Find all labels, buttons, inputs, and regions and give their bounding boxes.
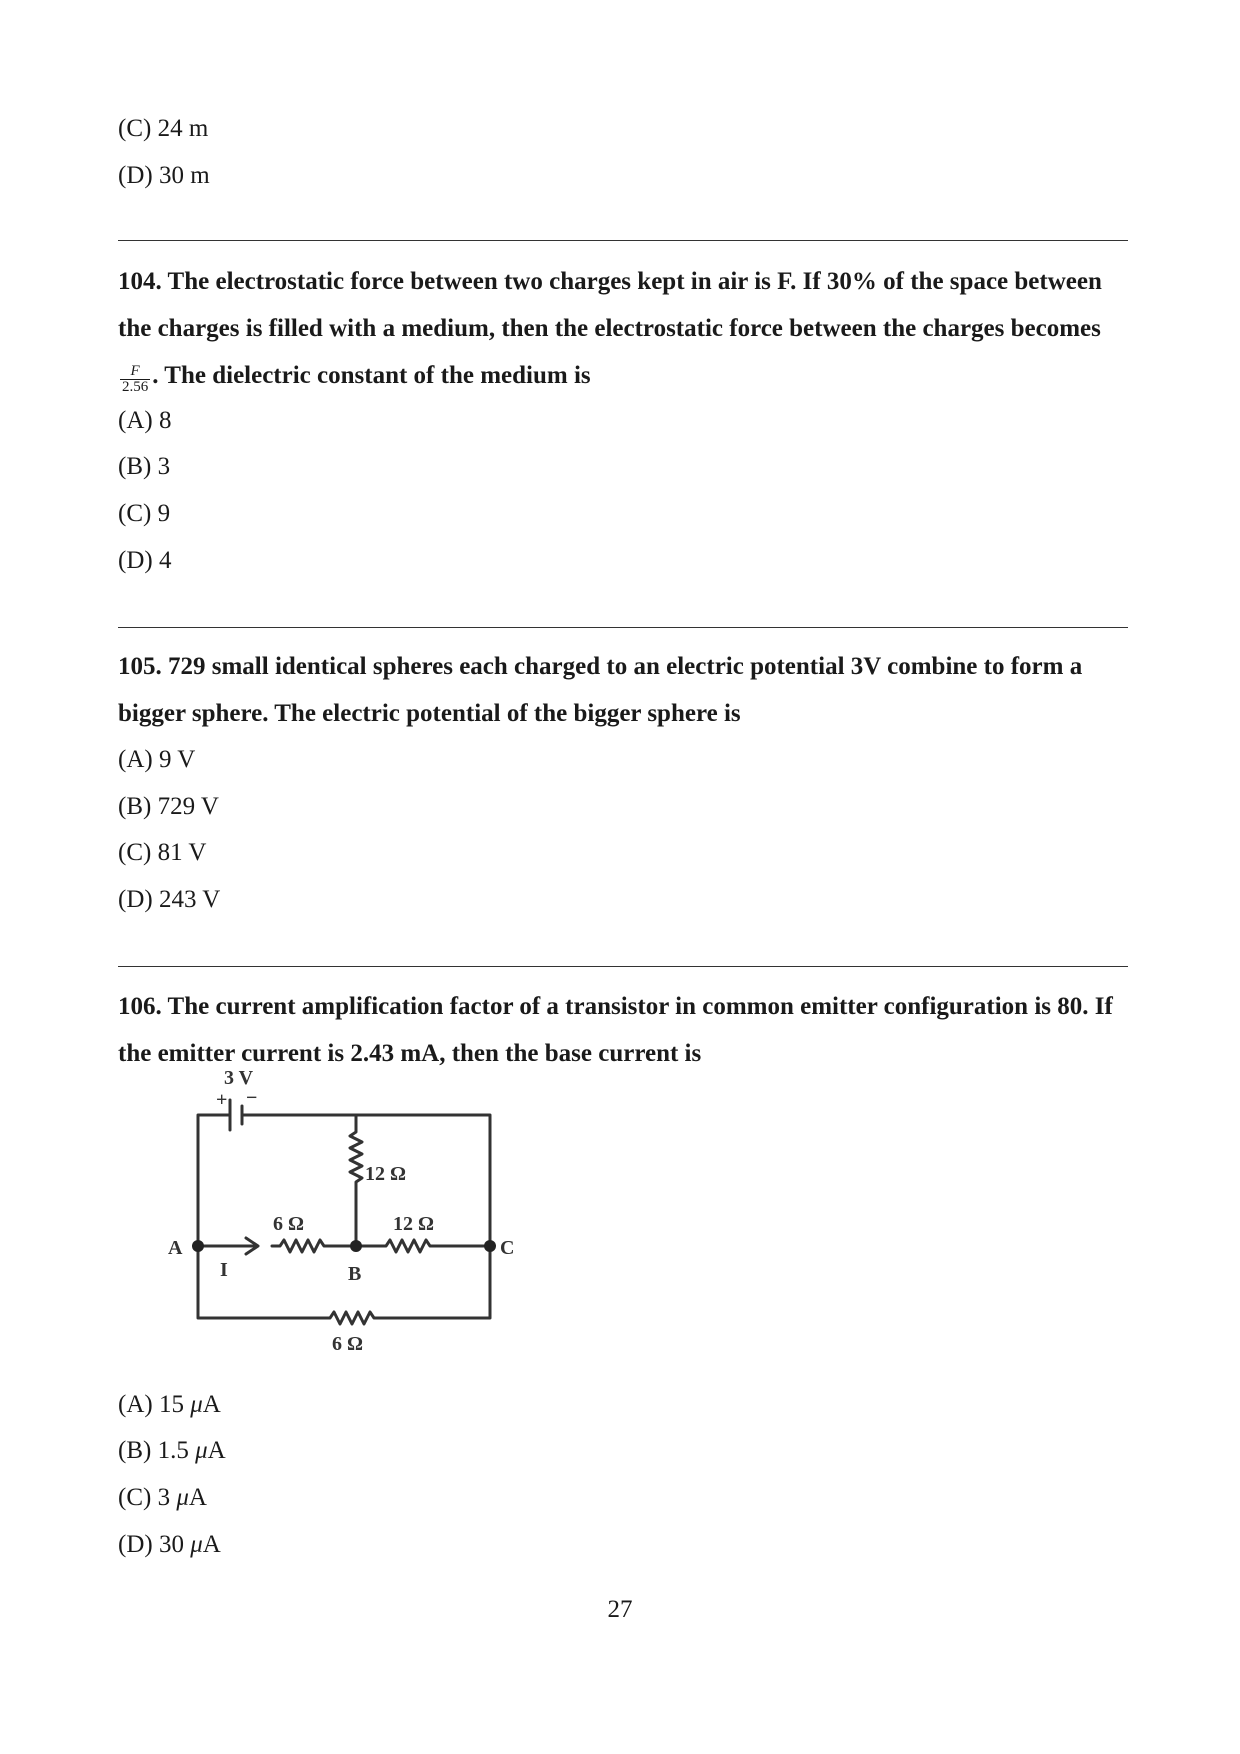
battery-minus-label: − bbox=[246, 1087, 258, 1109]
question-105-option-b: (B) 729 V bbox=[118, 793, 219, 820]
node-a-dot bbox=[192, 1240, 204, 1252]
current-label: I bbox=[220, 1259, 228, 1281]
node-c-dot bbox=[484, 1240, 496, 1252]
node-a-label: A bbox=[168, 1237, 183, 1259]
resistor-12-ohm-vertical bbox=[350, 1115, 362, 1246]
separator bbox=[118, 966, 1128, 967]
question-105-option-a: (A) 9 V bbox=[118, 746, 196, 773]
resistor-label-6-bottom: 6 Ω bbox=[332, 1333, 364, 1355]
question-105-option-c: (C) 81 V bbox=[118, 839, 207, 866]
resistor-6-ohm-bottom bbox=[198, 1246, 490, 1324]
wire-left-top bbox=[198, 1115, 230, 1241]
node-b-dot bbox=[350, 1240, 362, 1252]
question-106-option-a: (A) 15 μA bbox=[118, 1391, 221, 1418]
question-105-option-d: (D) 243 V bbox=[118, 886, 221, 913]
question-106-option-d: (D) 30 μA bbox=[118, 1531, 221, 1558]
current-arrow bbox=[220, 1238, 258, 1254]
question-104-option-c: (C) 9 bbox=[118, 500, 171, 527]
separator bbox=[118, 627, 1128, 628]
resistor-12-ohm-bc bbox=[356, 1240, 490, 1252]
resistor-6-ohm-ab bbox=[272, 1240, 356, 1252]
separator bbox=[118, 240, 1128, 241]
question-104-option-b: (B) 3 bbox=[118, 453, 171, 480]
node-b-label: B bbox=[348, 1263, 362, 1285]
question-106-option-c: (C) 3 μA bbox=[118, 1484, 207, 1511]
question-106-option-b: (B) 1.5 μA bbox=[118, 1437, 226, 1464]
question-104-text: 104. The electrostatic force between two charges kept in air is F. If 30% of the space between the charges is filled with a medium, then the electrostatic force between the charges becomes $\frac{F}{2.56}$ . The dielectric constant of the medium is bbox=[118, 268, 1102, 396]
circuit-diagram bbox=[160, 1068, 540, 1358]
resistor-label-6-ab: 6 Ω bbox=[273, 1213, 305, 1235]
option-d: (D) 30 m bbox=[118, 162, 210, 189]
option-c: (C) 24 m bbox=[118, 115, 209, 142]
node-c-label: C bbox=[500, 1237, 515, 1259]
question-104-option-d: (D) 4 bbox=[118, 547, 172, 574]
page-number: 27 bbox=[607, 1596, 633, 1623]
question-105-text: 105. 729 small identical spheres each charged to an electric potential 3V combine to form a bigger sphere. The electric potential of the bigger sphere is bbox=[118, 653, 1083, 727]
resistor-label-12-bc: 12 Ω bbox=[393, 1213, 435, 1235]
resistor-label-12-vertical: 12 Ω bbox=[365, 1163, 407, 1185]
question-104-option-a: (A) 8 bbox=[118, 407, 172, 434]
question-106-text: 106. The current amplification factor of a transistor in common emitter configuration is 80. If the emitter current is 2.43 mA, then the base current is bbox=[118, 993, 1113, 1067]
battery-plus-label: + bbox=[216, 1089, 228, 1111]
fraction-f-over-2-56: $\frac{F}{2.56}$ bbox=[122, 363, 149, 396]
battery-label: 3 V bbox=[224, 1068, 254, 1089]
